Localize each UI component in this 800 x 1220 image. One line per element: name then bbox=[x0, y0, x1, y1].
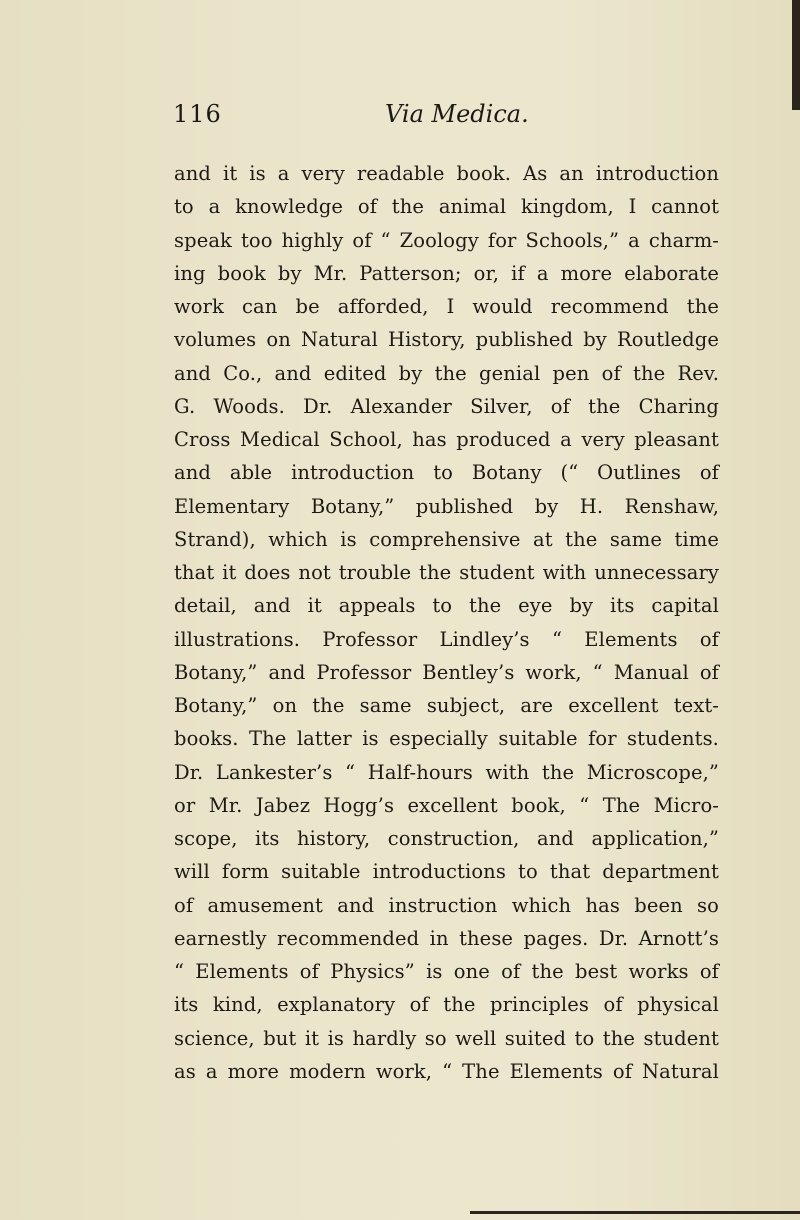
text-line: and it is a very readable book. As an introduction bbox=[174, 162, 719, 185]
text-line: Botany,” on the same subject, are excellent text- bbox=[174, 694, 719, 717]
text-line: volumes on Natural History, published by Routledge bbox=[174, 328, 719, 352]
text-line: its kind, explanatory of the principles of physical bbox=[174, 993, 719, 1017]
text-line: scope, its history, construction, and application,” bbox=[174, 827, 719, 850]
text-line: and able introduction to Botany (“ Outlines of bbox=[174, 461, 719, 485]
bottom-edge-shadow bbox=[470, 1211, 800, 1214]
text-line: ing book by Mr. Patterson; or, if a more elaborate bbox=[174, 261, 719, 285]
text-line: of amusement and instruction which has been so bbox=[174, 893, 719, 917]
text-line: speak too highly of “ Zoology for Schools,” a charm- bbox=[174, 228, 719, 252]
text-line: Botany,” and Professor Bentley’s work, “ Manual of bbox=[174, 660, 719, 684]
text-line: and Co., and edited by the genial pen of the Rev. bbox=[174, 361, 719, 385]
text-line: illustrations. Professor Lindley’s “ Elements of bbox=[174, 627, 719, 651]
text-line: books. The latter is especially suitable for students. bbox=[174, 727, 719, 751]
text-line: science, but it is hardly so well suited to the student bbox=[174, 1026, 719, 1050]
text-line: Elementary Botany,” published by H. Renshaw, bbox=[174, 494, 719, 518]
text-line: or Mr. Jabez Hogg’s excellent book, “ The Micro- bbox=[174, 793, 719, 817]
text-line: will form suitable introductions to that department bbox=[174, 860, 719, 884]
text-line: “ Elements of Physics” is one of the best works of bbox=[174, 960, 719, 983]
text-line: as a more modern work, “ The Elements of Natural bbox=[174, 1059, 719, 1083]
text-line: G. Woods. Dr. Alexander Silver, of the Charing bbox=[174, 394, 719, 418]
text-line: to a knowledge of the animal kingdom, I cannot bbox=[174, 195, 719, 219]
page-edge-shadow bbox=[792, 0, 800, 110]
body-text bbox=[174, 157, 719, 1088]
running-title: Via Medica. bbox=[385, 100, 529, 128]
page-number: 116 bbox=[173, 100, 222, 128]
text-line: that it does not trouble the student with unnecessary bbox=[174, 561, 719, 584]
text-line: Dr. Lankester’s “ Half-hours with the Microscope,” bbox=[174, 760, 719, 784]
text-line: earnestly recommended in these pages. Dr. Arnott’s bbox=[174, 926, 719, 950]
text-line: detail, and it appeals to the eye by its capital bbox=[174, 594, 719, 618]
text-line: work can be afforded, I would recommend the bbox=[174, 295, 719, 318]
page-header bbox=[0, 100, 800, 140]
text-line: Cross Medical School, has produced a very pleasant bbox=[174, 428, 719, 451]
text-line: Strand), which is comprehensive at the same time bbox=[174, 527, 719, 551]
